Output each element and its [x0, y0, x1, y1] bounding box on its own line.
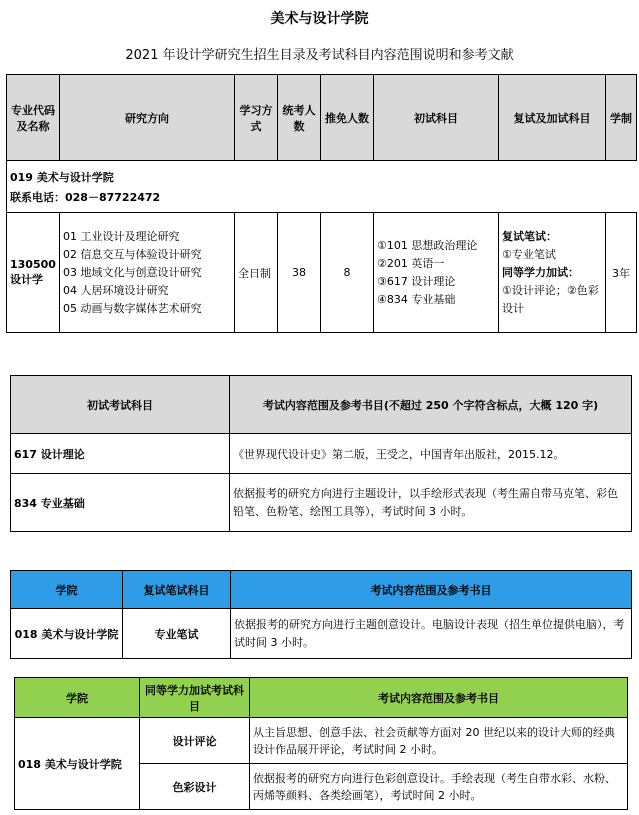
header-study-mode: 学习方式: [235, 75, 278, 161]
duration: 3年: [606, 213, 637, 333]
header-code: 专业代码及名称: [7, 75, 60, 161]
table-row: [11, 434, 632, 474]
exam-subject: 834 专业基础: [11, 474, 230, 532]
college-name: 018 美术与设计学院: [11, 609, 123, 659]
major-code: 130500: [10, 258, 56, 271]
major-name: 设计学: [10, 273, 43, 286]
extra-subject: 设计评论: [140, 718, 250, 764]
exam-content: 依据报考的研究方向进行主题设计，以手绘形式表现（考生需自带马克笔、彩色铅笔、色粉笔、绘图工具等），考试时间 3 小时。: [230, 474, 632, 532]
study-mode: 全日制: [235, 213, 278, 333]
college-name: 018 美术与设计学院: [15, 718, 140, 810]
header-retest: 复试及加试科目: [499, 75, 606, 161]
header-retest-content: 考试内容范围及参考书目: [231, 571, 632, 609]
header-retest-subject: 复试笔试科目: [123, 571, 231, 609]
table-row: [11, 474, 632, 532]
phone-line: 联系电话：028－87722472: [10, 190, 161, 204]
header-direction: 研究方向: [60, 75, 235, 161]
extra-items: ①设计评论；②色彩设计: [502, 283, 599, 315]
direction-item: 05 动画与数字媒体艺术研究: [63, 301, 202, 315]
extra-exam-table: [14, 677, 628, 810]
retest-content: 依据报考的研究方向进行主题创意设计。电脑设计表现（招生单位提供电脑），考试时间 3 小时。: [231, 609, 632, 659]
retest-subject: 专业笔试: [123, 609, 231, 659]
extra-header-row: [15, 678, 628, 718]
initial-subject: ①101 思想政治理论: [377, 238, 478, 252]
major-row: [7, 213, 637, 333]
header-initial-content: 考试内容范围及参考书目(不超过 250 个字符含标点，大概 120 字): [230, 376, 632, 434]
table-row: [11, 609, 632, 659]
header-duration: 学制: [606, 75, 637, 161]
direction-item: 02 信息交互与体验设计研究: [63, 247, 202, 261]
initial-subject: ④834 专业基础: [377, 292, 456, 306]
extra-content: 依据报考的研究方向进行色彩创意设计。手绘表现（考生自带水彩、水粉、丙烯等颜料、各类绘画笔），考试时间 2 小时。: [250, 764, 628, 810]
direction-item: 03 地域文化与创意设计研究: [63, 265, 202, 279]
exempt-count: 8: [321, 213, 374, 333]
retest-label: 复试笔试：: [502, 229, 557, 243]
page-title: 美术与设计学院: [270, 11, 369, 27]
catalog-table: [6, 74, 637, 333]
college-row: [7, 161, 637, 213]
retest-header-row: [11, 571, 632, 609]
header-initial-subject: 初试考试科目: [11, 376, 230, 434]
header-college: 学院: [11, 571, 123, 609]
header-initial-subjects: 初试科目: [374, 75, 499, 161]
exam-count: 38: [278, 213, 321, 333]
initial-exam-table: [10, 375, 632, 532]
initial-subject: ③617 设计理论: [377, 274, 456, 288]
extra-label: 同等学力加试：: [502, 265, 579, 279]
table-row: [15, 718, 628, 764]
exam-content: 《世界现代设计史》第二版，王受之，中国青年出版社，2015.12。: [230, 434, 632, 474]
page-subtitle: 2021 年设计学研究生招生目录及考试科目内容范围说明和参考文献: [125, 48, 514, 63]
college-line: 019 美术与设计学院: [10, 170, 114, 184]
direction-item: 04 人居环境设计研究: [63, 283, 169, 297]
retest-exam-table: [10, 570, 632, 659]
initial-subject: ②201 英语一: [377, 256, 445, 270]
catalog-header-row: [7, 75, 637, 161]
retest-item: ①专业笔试: [502, 247, 556, 261]
extra-content: 从主旨思想、创意手法、社会贡献等方面对 20 世纪以来的设计大师的经典设计作品展开评论，考试时间 2 小时。: [250, 718, 628, 764]
header-college: 学院: [15, 678, 140, 718]
extra-subject: 色彩设计: [140, 764, 250, 810]
header-extra-content: 考试内容范围及参考书目: [250, 678, 628, 718]
exam-subject: 617 设计理论: [11, 434, 230, 474]
direction-item: 01 工业设计及理论研究: [63, 229, 180, 243]
header-exam-count: 统考人数: [278, 75, 321, 161]
initial-header-row: [11, 376, 632, 434]
header-exempt-count: 推免人数: [321, 75, 374, 161]
header-extra-subject: 同等学力加试考试科目: [140, 678, 250, 718]
